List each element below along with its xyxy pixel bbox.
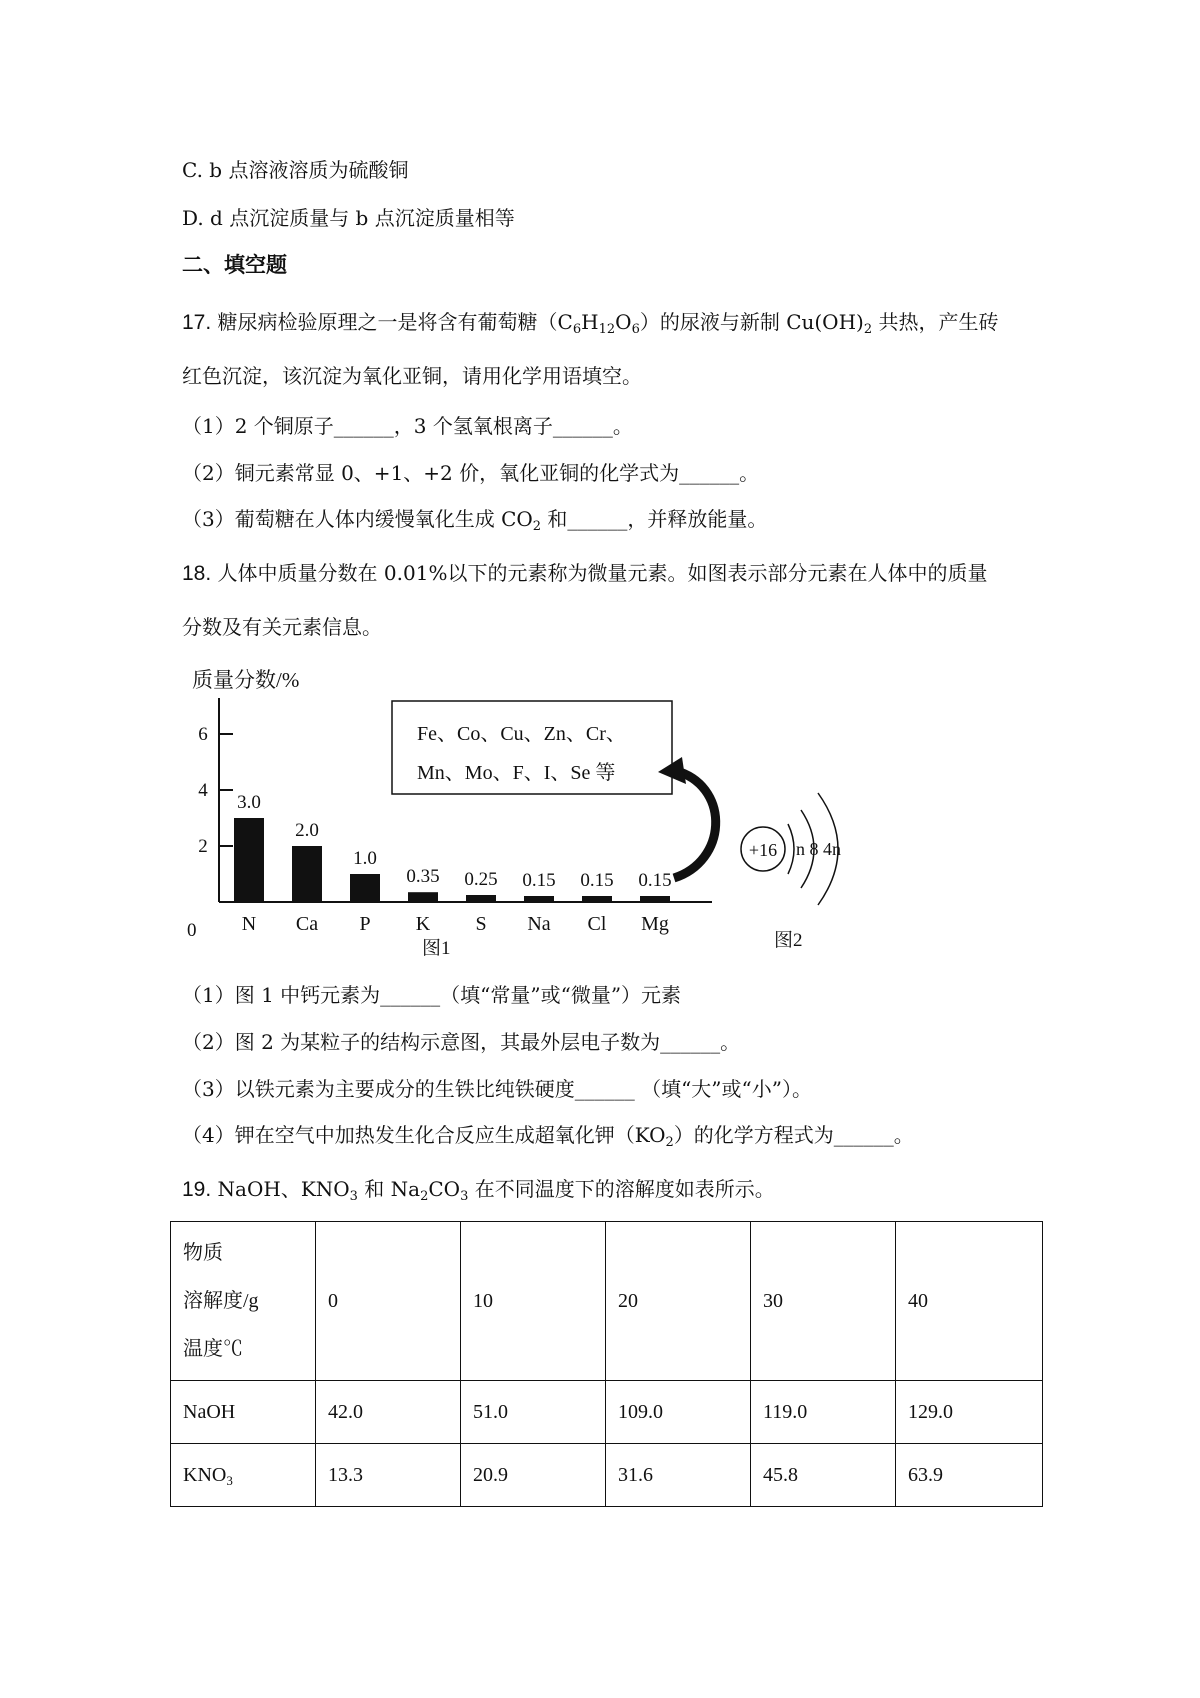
temp-cell: 0 [316, 1222, 461, 1381]
nucleus-charge: +16 [748, 840, 778, 860]
x-category-label: S [475, 913, 487, 935]
q17-part1: （1）2 个铜原子______，3 个氢氧根离子______。 [182, 414, 633, 438]
x-category-label: K [415, 913, 431, 935]
shell-electrons: n 8 4n [796, 839, 841, 859]
value-cell: 31.6 [606, 1444, 751, 1507]
chart-ylabel: 质量分数/% [192, 668, 300, 692]
bar-k [408, 892, 438, 902]
fig2-caption: 图2 [774, 930, 803, 951]
solubility-table [170, 1221, 1043, 1507]
option-c: C. b 点溶液溶质为硫酸铜 [182, 158, 409, 182]
q18-part3: （3）以铁元素为主要成分的生铁比纯铁硬度______ （填“大”或“小”）。 [182, 1077, 812, 1101]
q18-number: 18. [182, 562, 212, 585]
q17-line2: 红色沉淀，该沉淀为氧化亚铜，请用化学用语填空。 [182, 364, 642, 388]
temp-cell: 40 [896, 1222, 1043, 1381]
bar-cl [582, 896, 612, 902]
q18-part2: （2）图 2 为某粒子的结构示意图，其最外层电子数为______。 [182, 1030, 741, 1054]
y-tick-label: 6 [198, 724, 208, 745]
bar-na [524, 896, 554, 902]
bar-s [466, 895, 496, 902]
bar-value-label: 3.0 [237, 792, 261, 813]
q17-part2: （2）铜元素常显 0、+1、+2 价，氧化亚铜的化学式为______。 [182, 461, 760, 485]
value-cell: 42.0 [316, 1381, 461, 1444]
shell-1 [788, 824, 794, 874]
y-tick-label: 0 [187, 920, 197, 941]
trace-box-line1: Fe、Co、Cu、Zn、Cr、 [417, 723, 626, 745]
element-figure [182, 656, 882, 961]
bar-value-label: 0.15 [522, 870, 556, 891]
value-cell: 45.8 [751, 1444, 896, 1507]
value-cell: 63.9 [896, 1444, 1043, 1507]
table-row [171, 1381, 1043, 1444]
q19-line1: 19. NaOH、$KNO_3$ 和 $Na_2CO_3$ 在不同温度下的溶解度如表所示。 [182, 1177, 775, 1204]
q18-part4: （4）钾在空气中加热发生化合反应生成超氧化钾$(KO_2)$的化学方程式为______。 [182, 1123, 914, 1150]
atom-structure-diagram [741, 793, 841, 951]
trace-box-line2: Mn、Mo、F、I、Se 等 [417, 762, 616, 784]
value-cell: 119.0 [751, 1381, 896, 1444]
temp-cell: 10 [461, 1222, 606, 1381]
y-tick-label: 2 [198, 836, 208, 857]
header-corner-cell: 物质 溶解度/g 温度℃ [171, 1222, 316, 1381]
x-category-label: Na [527, 913, 551, 935]
q17-part3: （3）葡萄糖在人体内缓慢氧化生成 $CO_2$ 和______，并释放能量。 [182, 507, 768, 534]
bar-mg [640, 896, 670, 902]
fig1-caption: 图1 [422, 938, 451, 959]
q18-line1: 18. 人体中质量分数在 0.01%以下的元素称为微量元素。如图表示部分元素在人体中的质量 [182, 561, 988, 585]
q19-number: 19. [182, 1178, 212, 1201]
substance-cell: NaOH [171, 1381, 316, 1444]
value-cell: 20.9 [461, 1444, 606, 1507]
value-cell: 129.0 [896, 1381, 1043, 1444]
q17-number: 17. [182, 311, 212, 334]
value-cell: 13.3 [316, 1444, 461, 1507]
substance-cell: $KNO_3$ [171, 1444, 316, 1507]
value-cell: 109.0 [606, 1381, 751, 1444]
bar-value-label: 2.0 [295, 820, 319, 841]
bar-value-label: 0.35 [406, 866, 440, 888]
x-category-label: N [241, 913, 257, 935]
value-cell: 51.0 [461, 1381, 606, 1444]
x-category-label: P [359, 913, 371, 935]
bar-p [350, 874, 380, 902]
x-category-label: Ca [295, 913, 319, 935]
table-row [171, 1444, 1043, 1507]
q18-part1: （1）图 1 中钙元素为______（填“常量”或“微量”）元素 [182, 983, 682, 1007]
bar-value-label: 0.25 [464, 869, 498, 890]
y-tick-label: 4 [198, 780, 208, 801]
temp-cell: 30 [751, 1222, 896, 1381]
temp-cell: 20 [606, 1222, 751, 1381]
x-category-label: Mg [641, 913, 669, 935]
bar-ca [292, 846, 322, 902]
table-header-row [171, 1222, 1043, 1381]
q18-line2: 分数及有关元素信息。 [182, 615, 382, 639]
curved-arrow-icon [674, 772, 716, 878]
section-title: 二、填空题 [182, 253, 287, 277]
bar-value-label: 1.0 [353, 848, 377, 869]
bar-value-label: 0.15 [580, 870, 614, 891]
x-category-label: Cl [587, 913, 607, 935]
bar-value-label: 0.15 [638, 870, 672, 891]
q17-line1: 17. 糖尿病检验原理之一是将含有葡萄糖$(C_6H_{12}O_6)$的尿液与新制 $Cu(OH)_2$ 共热，产生砖 [182, 310, 999, 337]
option-d: D. d 点沉淀质量与 b 点沉淀质量相等 [182, 206, 515, 230]
bar-n [234, 818, 264, 902]
